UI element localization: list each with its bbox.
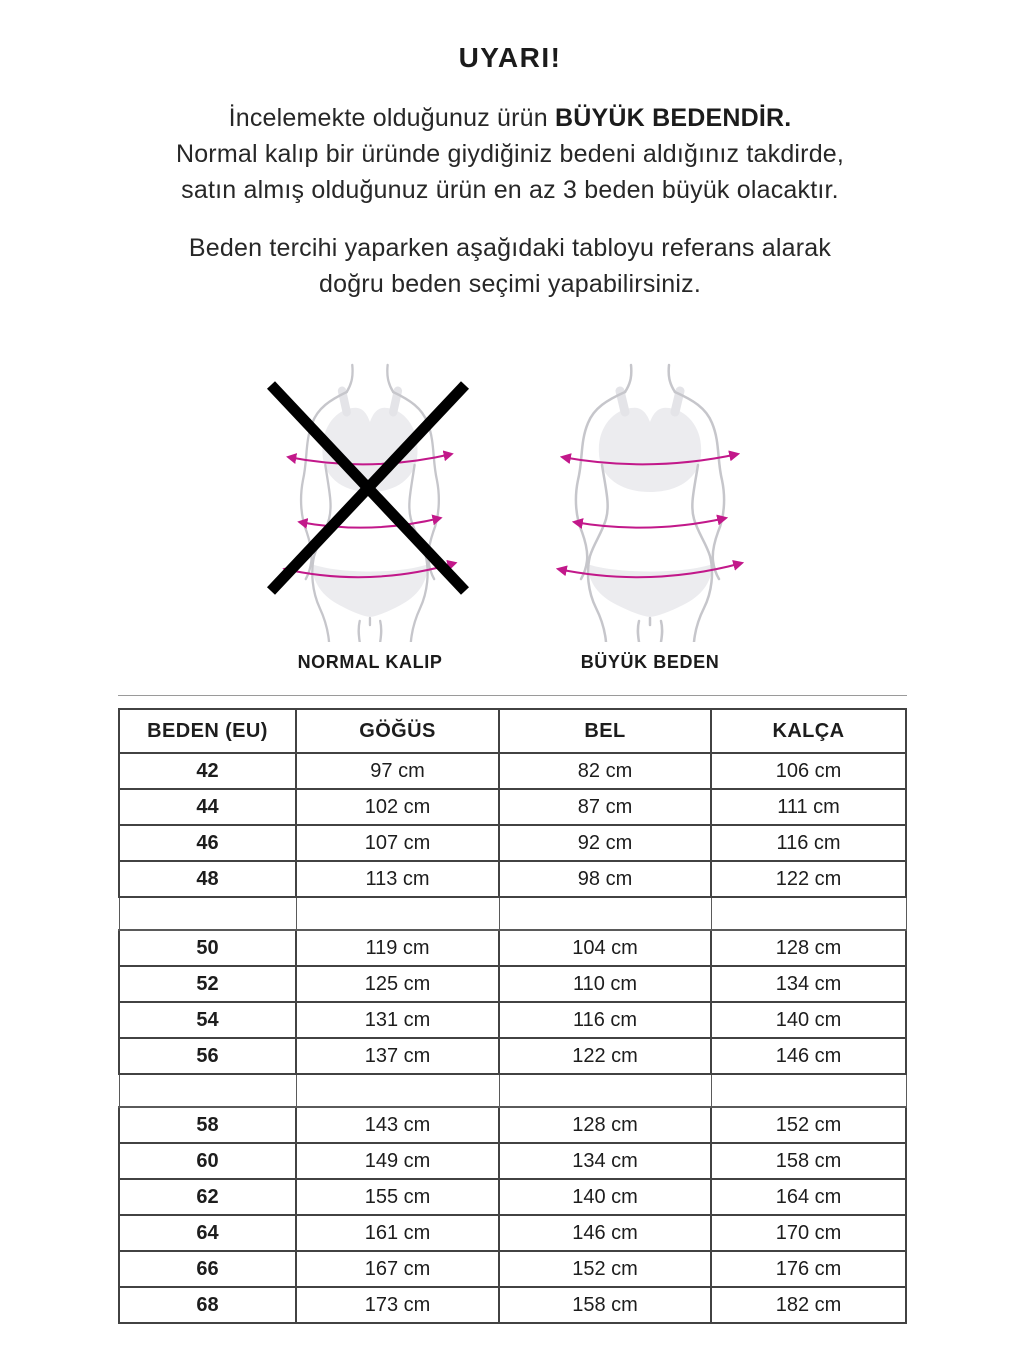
table-cell (711, 897, 906, 930)
table-row (119, 789, 906, 825)
table-row (119, 966, 906, 1002)
table-header-row (119, 709, 906, 753)
cross-x-icon (271, 385, 465, 591)
figures-row (0, 362, 1020, 673)
table-cell: 134 cm (499, 1143, 711, 1179)
table-cell (296, 1074, 499, 1107)
table-row (119, 1107, 906, 1143)
table-cell: 54 (119, 1002, 296, 1038)
table-row (119, 753, 906, 789)
table-cell: 42 (119, 753, 296, 789)
table-cell: 46 (119, 825, 296, 861)
table-cell (499, 897, 711, 930)
warning-line-5: doğru beden seçimi yapabilirsiniz. (319, 270, 701, 298)
table-spacer-row (119, 1074, 906, 1107)
table-cell: 68 (119, 1287, 296, 1323)
table-cell: 119 cm (296, 930, 499, 966)
header-cell-size: BEDEN (EU) (119, 709, 296, 753)
table-cell: 173 cm (296, 1287, 499, 1323)
table-cell: 110 cm (499, 966, 711, 1002)
table-cell: 48 (119, 861, 296, 897)
figure-plus-size (535, 362, 765, 673)
table-cell: 167 cm (296, 1251, 499, 1287)
table-cell: 97 cm (296, 753, 499, 789)
table-row (119, 1038, 906, 1074)
warning-line-1-regular: İncelemekte olduğunuz ürün (228, 104, 548, 132)
table-cell (711, 1074, 906, 1107)
table-cell: 113 cm (296, 861, 499, 897)
body-silhouette (284, 365, 455, 642)
table-cell: 92 cm (499, 825, 711, 861)
waist-arrow (574, 518, 726, 528)
table-cell: 44 (119, 789, 296, 825)
size-table-body (119, 753, 906, 1323)
table-cell: 98 cm (499, 861, 711, 897)
table-cell: 146 cm (711, 1038, 906, 1074)
table-cell: 50 (119, 930, 296, 966)
table-cell: 152 cm (499, 1251, 711, 1287)
table-cell: 182 cm (711, 1287, 906, 1323)
table-cell: 137 cm (296, 1038, 499, 1074)
table-row (119, 1215, 906, 1251)
table-cell: 102 cm (296, 789, 499, 825)
table-cell: 116 cm (711, 825, 906, 861)
table-cell: 152 cm (711, 1107, 906, 1143)
table-cell (119, 897, 296, 930)
table-row (119, 1143, 906, 1179)
table-row (119, 861, 906, 897)
table-cell: 128 cm (711, 930, 906, 966)
figure-normal-fit (255, 362, 485, 673)
table-cell (296, 897, 499, 930)
header-cell-waist: BEL (499, 709, 711, 753)
table-cell: 87 cm (499, 789, 711, 825)
table-cell: 116 cm (499, 1002, 711, 1038)
table-row (119, 1287, 906, 1323)
table-cell: 164 cm (711, 1179, 906, 1215)
table-cell: 107 cm (296, 825, 499, 861)
size-table-header (119, 709, 906, 753)
table-cell: 176 cm (711, 1251, 906, 1287)
table-spacer-row (119, 897, 906, 930)
table-cell: 161 cm (296, 1215, 499, 1251)
table-row (119, 930, 906, 966)
body-measurement-diagram (535, 362, 765, 642)
size-table (118, 708, 907, 1324)
table-cell: 106 cm (711, 753, 906, 789)
warning-title: UYARI! (458, 42, 562, 73)
table-cell: 125 cm (296, 966, 499, 1002)
table-cell: 56 (119, 1038, 296, 1074)
table-cell: 128 cm (499, 1107, 711, 1143)
figure-label-normal-fit: NORMAL KALIP (297, 652, 443, 672)
table-cell: 52 (119, 966, 296, 1002)
table-cell: 146 cm (499, 1215, 711, 1251)
waist-arrow (299, 518, 440, 528)
table-cell: 131 cm (296, 1002, 499, 1038)
table-cell: 111 cm (711, 789, 906, 825)
table-cell: 60 (119, 1143, 296, 1179)
table-cell (499, 1074, 711, 1107)
warning-line-3: satın almış olduğunuz ürün en az 3 beden büyük olacaktır. (181, 176, 839, 204)
body-silhouette (558, 365, 742, 642)
table-row (119, 825, 906, 861)
table-cell: 122 cm (499, 1038, 711, 1074)
table-row (119, 1251, 906, 1287)
warning-paragraph-1 (0, 100, 1020, 208)
table-cell: 134 cm (711, 966, 906, 1002)
table-cell: 104 cm (499, 930, 711, 966)
table-cell: 143 cm (296, 1107, 499, 1143)
table-cell: 122 cm (711, 861, 906, 897)
panty-shape (587, 564, 713, 617)
table-row (119, 1179, 906, 1215)
table-cell: 158 cm (711, 1143, 906, 1179)
table-cell: 155 cm (296, 1179, 499, 1215)
table-row (119, 1002, 906, 1038)
warning-line-1-bold: BÜYÜK BEDENDİR. (555, 104, 792, 132)
table-cell: 58 (119, 1107, 296, 1143)
bra-shape (599, 408, 701, 492)
table-top-rule (118, 695, 907, 696)
warning-line-4: Beden tercihi yaparken aşağıdaki tabloyu referans alarak (188, 234, 832, 262)
table-cell: 149 cm (296, 1143, 499, 1179)
table-cell: 140 cm (499, 1179, 711, 1215)
table-cell: 62 (119, 1179, 296, 1215)
warning-line-2: Normal kalıp bir üründe giydiğiniz bedeni aldığınız takdirde, (175, 140, 845, 168)
table-cell (119, 1074, 296, 1107)
panty-shape (311, 564, 428, 617)
header-cell-hip: KALÇA (711, 709, 906, 753)
table-cell: 170 cm (711, 1215, 906, 1251)
warning-paragraph-2 (0, 230, 1020, 302)
table-cell: 140 cm (711, 1002, 906, 1038)
table-cell: 82 cm (499, 753, 711, 789)
size-table-section (118, 695, 907, 1324)
body-measurement-diagram-crossed (255, 362, 485, 642)
table-cell: 158 cm (499, 1287, 711, 1323)
table-cell: 66 (119, 1251, 296, 1287)
warning-line-1 (0, 100, 1020, 136)
figure-label-plus-size: BÜYÜK BEDEN (580, 652, 720, 672)
header-cell-bust: GÖĞÜS (296, 709, 499, 753)
table-cell: 64 (119, 1215, 296, 1251)
